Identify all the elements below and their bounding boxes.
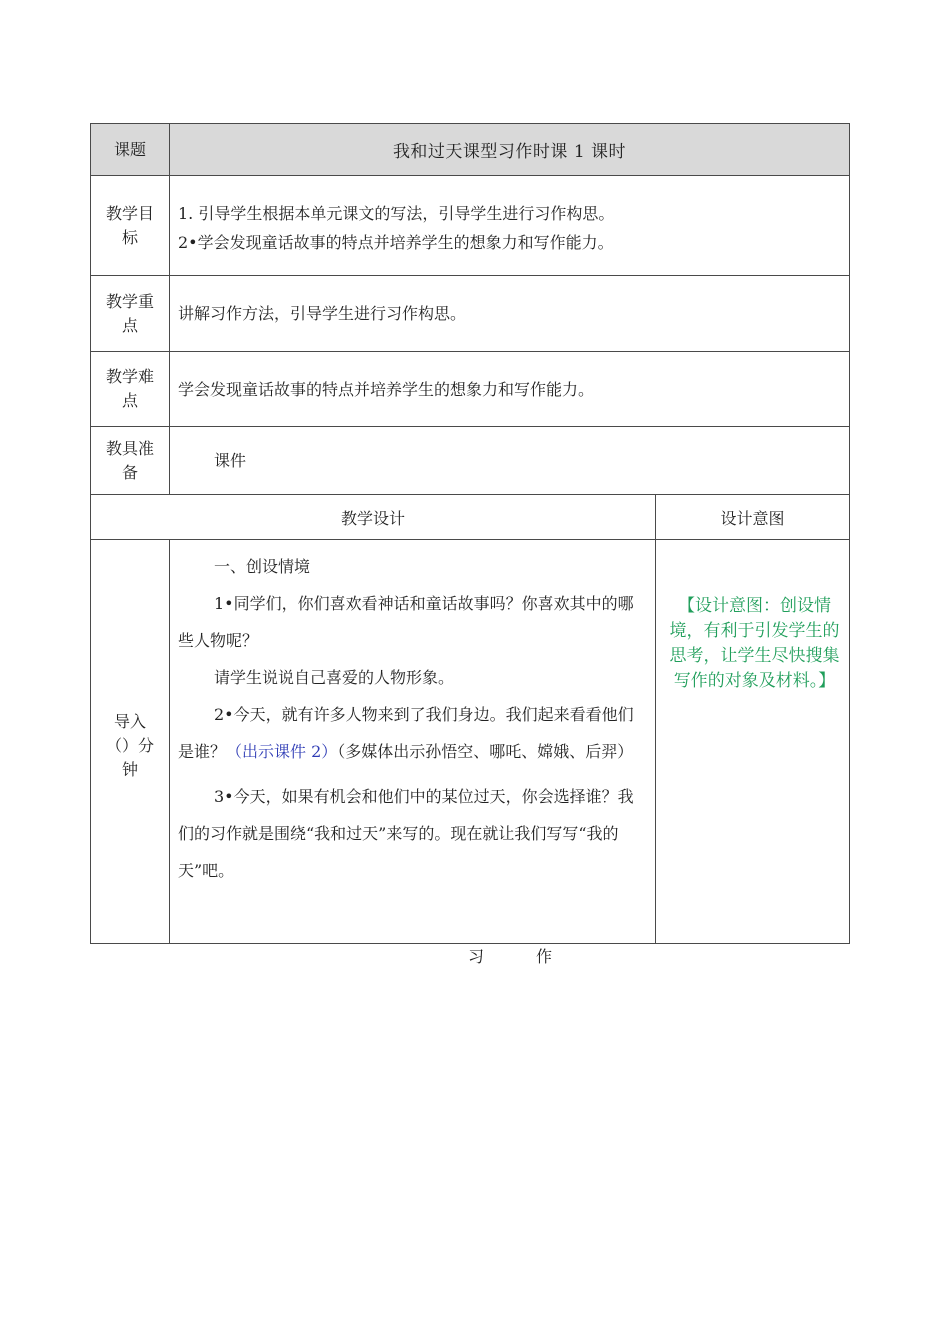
key-label-text: 教学重点 [105, 291, 154, 335]
design-header: 教学设计 [91, 495, 656, 540]
stage-label [91, 540, 170, 944]
footer-char-2: 作 [536, 947, 553, 966]
difficulty-row [91, 352, 850, 427]
key-row [91, 276, 850, 352]
body-paragraph-2: 请学生说说自己喜爱的人物形象。 [214, 668, 455, 687]
topic-row [91, 124, 850, 176]
design-body [170, 540, 656, 944]
tools-label-text: 教具准备 [105, 438, 154, 482]
key-content: 讲解习作方法，引导学生进行习作构思。 [170, 276, 850, 352]
difficulty-label [91, 352, 170, 427]
tools-content: 课件 [170, 427, 850, 495]
goal-item-2: 2•学会发现童话故事的特点并培养学生的想象力和写作能力。 [178, 233, 614, 252]
goal-label-text: 教学目标 [105, 203, 154, 247]
body-heading: 一、创设情境 [214, 557, 311, 576]
body-paragraph-1: 1•同学们，你们喜欢看神话和童话故事吗？你喜欢其中的哪些人物呢？ [178, 594, 634, 650]
body-paragraph-3-end: （多媒体出示孙悟空、哪吒、嫦娥、后羿） [337, 742, 634, 761]
body-paragraph-4: 3•今天，如果有机会和他们中的某位过天，你会选择谁？我们的习作就是围绕“我和过天”来写的。现在就让我们写写“我的天”吧。 [178, 787, 634, 880]
difficulty-content: 学会发现童话故事的特点并培养学生的想象力和写作能力。 [170, 352, 850, 427]
footer-char-1: 习 [468, 947, 485, 966]
footer-label [468, 944, 552, 967]
courseware-reference: （出示课件 2） [226, 742, 338, 761]
design-intent: 【设计意图：创设情境，有利于引发学生的思考，让学生尽快搜集写作的对象及材料。】 [656, 540, 850, 944]
intent-header: 设计意图 [656, 495, 850, 540]
goal-label [91, 176, 170, 276]
goal-row [91, 176, 850, 276]
topic-value: 我和过天课型习作时课 1 课时 [170, 124, 850, 176]
goal-content [170, 176, 850, 276]
difficulty-label-text: 教学难点 [105, 367, 154, 410]
lesson-plan-table [90, 123, 850, 944]
lead-in-row [91, 540, 850, 944]
body-paragraph-3-start: 2•今天，就有许多人物来到了我们身边。我们起来看看他们是谁？ [178, 705, 634, 761]
body-paragraph-3 [178, 696, 647, 770]
tools-label [91, 427, 170, 495]
stage-label-text: 导入（）分钟 [105, 711, 154, 779]
key-label [91, 276, 170, 352]
topic-label: 课题 [91, 124, 170, 176]
section-header-row [91, 495, 850, 540]
goal-item-1: 1. 引导学生根据本单元课文的写法，引导学生进行习作构思。 [178, 204, 615, 223]
tools-row [91, 427, 850, 495]
